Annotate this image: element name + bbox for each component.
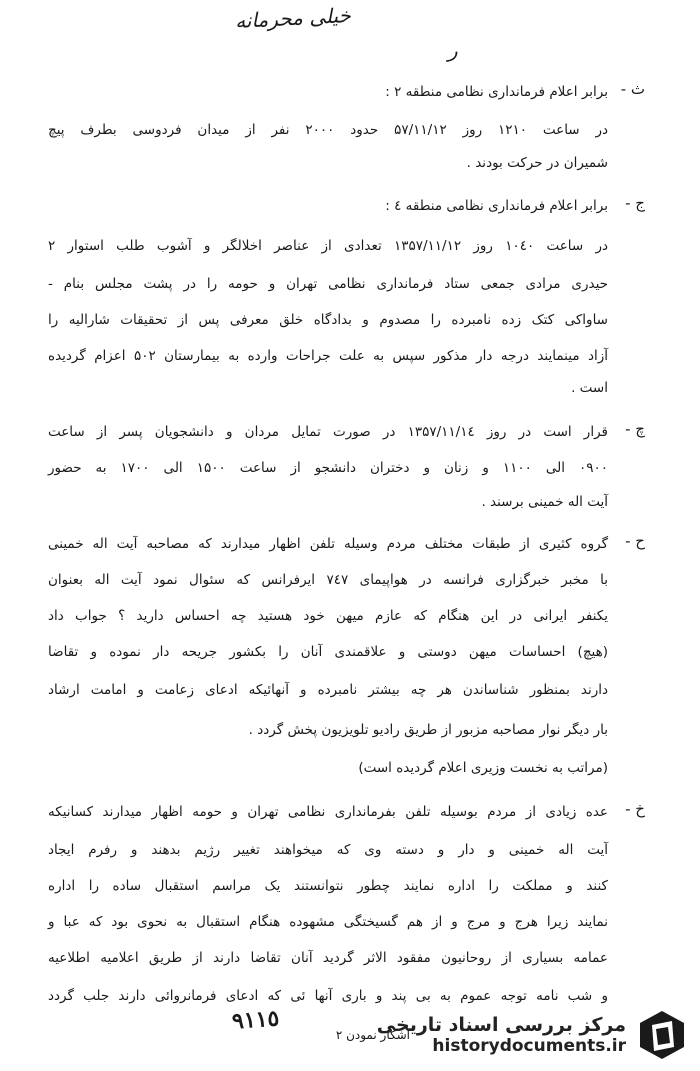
handwritten-mark: ر (448, 38, 458, 62)
watermark-text (377, 1014, 626, 1056)
item-5-line: کنند و مملکت را اداره نمایند چطور نتوانستند یک مراسم استقبال ساده را اداره (48, 878, 608, 894)
item-2-line: آزاد مینمایند درجه دار مذکور سپس به علت جراحات وارده به بیمارستان ۵۰۲ اعزام گردیده (48, 348, 608, 364)
item-2-line: در ساعت ۱۰٤۰ روز ۱۳۵۷/۱۱/۱۲ تعدادی از عناصر اخلالگر و آشوب طلب استوار ۲ (48, 238, 608, 254)
item-3-line: ۰۹۰۰ الی ۱۱۰۰ و زنان و دختران دانشجو از ساعت ۱۵۰۰ الی ۱۷۰۰ به حضور (48, 460, 609, 476)
item-4-line: بار دیگر نوار مصاحبه مزبور از طریق رادیو تلویزیون پخش گردد . (248, 722, 608, 738)
item-5-line: عده زیادی از مردم بوسیله تلفن بفرمانداری نظامی تهران و حومه اظهار میدارند کسانیکه (48, 804, 608, 820)
item-1-line: شمیران در حرکت بودند . (466, 155, 608, 171)
watermark-url: historydocuments.ir (432, 1036, 626, 1056)
item-2-heading: برابر اعلام فرمانداری نظامی منطقه ٤ : (385, 198, 608, 214)
item-4-note: (مراتب به نخست وزیری اعلام گردیده است) (358, 760, 608, 776)
item-5-line: نمایند زیرا هرج و مرج و از هم گسیختگی مشهوده هنگام استقبال به نحوی بود که عبا و (48, 914, 608, 930)
item-2-line: است . (571, 380, 608, 396)
document-number: ٩١١٥ (231, 1005, 281, 1035)
watermark-logo-icon (634, 1007, 690, 1063)
item-4-line: (هیچ) احساسات میهن دوستی و علاقمندی آنان را بکشور جریحه دار نموده و تقاضا (48, 644, 608, 660)
watermark-title: مرکز بررسی اسناد تاریخی (376, 1014, 626, 1036)
item-3-line: قرار است در روز ۱۳۵۷/۱۱/۱٤ در صورت تمایل مردان و دانشجویان پسر از ساعت (48, 424, 608, 440)
handwritten-title: خیلی محرمانه (234, 2, 352, 34)
item-3-line: آیت اله خمینی برسند . (481, 494, 608, 510)
item-marker-1: ث - (620, 80, 645, 98)
item-5-line: آیت اله خمینی و دار و دسته وی که میخواهند تغییر رژیم بدهند و رفرم ایجاد (48, 842, 608, 858)
item-4-line: گروه کثیری از طبقات مختلف مردم وسیله تلفن اظهار میدارند که مصاحبه آیت اله خمینی (48, 536, 608, 552)
item-marker-5: خ - (625, 800, 645, 818)
item-marker-3: چ - (625, 420, 645, 438)
item-5-line: و شب نامه توجه عموم به بی پند و باری آنها ئی که ادعای فرمانروائی دارند جلب گردد (48, 988, 608, 1004)
item-marker-4: ح - (625, 532, 645, 550)
item-5-line: عمامه بسیاری از روحانیون مفقود الاثر گردید آنان تقاضا دارند از طریق اعلامیه اطلاعیه (48, 950, 608, 966)
item-2-line: حیدری مرادی جمعی ستاد فرمانداری نظامی تهران و حومه را در پشت مجلس بنام - (48, 276, 608, 292)
item-2-line: ساواکی کتک زده نامبرده را مصدوم و بدادگاه خلق معرفی پس از تحقیقات شاراليه را (48, 312, 608, 328)
item-4-line: دارند بمنظور شناساندن هر چه بیشتر نامبرده و آنهائیکه ادعای زعامت و امامت ارشاد (48, 682, 608, 698)
item-1-heading: برابر اعلام فرمانداری نظامی منطقه ۲ : (385, 84, 608, 100)
watermark (377, 1007, 690, 1063)
item-4-line: یکنفر ایرانی در این هنگام که عازم میهن خود هستید چه احساس دارید ؟ جواب داد (48, 608, 608, 624)
footer-partial-text: آشکار نمودن ۲ (335, 1028, 410, 1042)
item-marker-2: ج - (625, 194, 645, 212)
item-1-line: در ساعت ۱۲۱۰ روز ۵۷/۱۱/۱۲ حدود ۲۰۰۰ نفر از میدان فردوسی بطرف پیچ (48, 122, 609, 138)
item-4-line: با مخبر خبرگزاری فرانسه در هواپیمای ۷٤۷ ایرفرانس که سئوال نمود آیت اله بعنوان (48, 572, 608, 588)
